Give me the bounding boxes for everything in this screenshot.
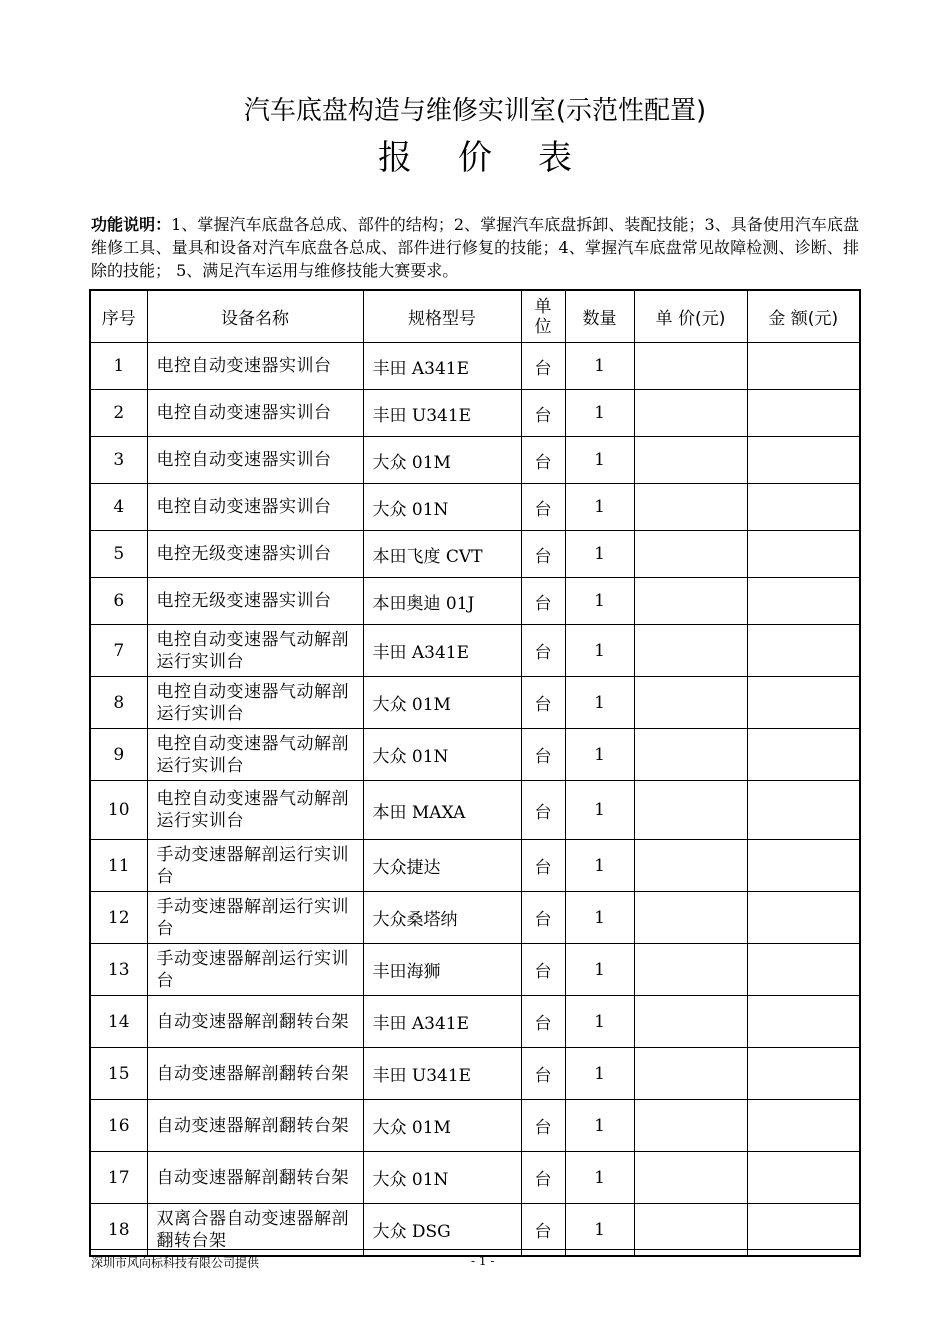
row-unit: 台 (521, 1048, 565, 1100)
row-qty: 1 (565, 625, 634, 677)
row-name: 手动变速器解剖运行实训台 (147, 892, 363, 944)
row-index: 16 (90, 1100, 147, 1152)
row-price (634, 840, 747, 892)
table-row (90, 729, 860, 781)
row-index: 11 (90, 840, 147, 892)
row-qty: 1 (565, 729, 634, 781)
row-qty: 1 (565, 578, 634, 625)
row-amount (747, 1100, 860, 1152)
row-unit: 台 (521, 390, 565, 437)
row-price (634, 944, 747, 996)
row-unit: 台 (521, 625, 565, 677)
table-row (90, 996, 860, 1048)
row-amount (747, 996, 860, 1048)
row-price (634, 578, 747, 625)
header-amount: 金 额(元) (747, 290, 860, 343)
row-price (634, 781, 747, 840)
row-price (634, 996, 747, 1048)
row-unit: 台 (521, 343, 565, 390)
row-price (634, 343, 747, 390)
row-spec: 大众 01M (363, 677, 521, 729)
row-name: 电控自动变速器气动解剖运行实训台 (147, 625, 363, 677)
row-spec: 丰田海狮 (363, 944, 521, 996)
table-row (90, 578, 860, 625)
row-qty: 1 (565, 840, 634, 892)
row-index: 14 (90, 996, 147, 1048)
row-price (634, 531, 747, 578)
row-amount (747, 892, 860, 944)
row-unit: 台 (521, 944, 565, 996)
function-description (91, 213, 859, 282)
row-spec: 丰田 U341E (363, 390, 521, 437)
row-name: 电控自动变速器气动解剖运行实训台 (147, 729, 363, 781)
row-amount (747, 944, 860, 996)
row-index: 18 (90, 1204, 147, 1257)
row-name: 双离合器自动变速器解剖翻转台架 (147, 1204, 363, 1257)
table-header-row (90, 290, 860, 343)
row-index: 9 (90, 729, 147, 781)
row-spec: 丰田 A341E (363, 996, 521, 1048)
row-price (634, 729, 747, 781)
row-qty: 1 (565, 343, 634, 390)
row-qty: 1 (565, 1048, 634, 1100)
row-name: 自动变速器解剖翻转台架 (147, 996, 363, 1048)
row-unit: 台 (521, 1100, 565, 1152)
table-row (90, 390, 860, 437)
row-spec: 大众 01N (363, 1152, 521, 1204)
row-unit: 台 (521, 1204, 565, 1257)
row-amount (747, 390, 860, 437)
row-name: 电控无级变速器实训台 (147, 531, 363, 578)
row-spec: 本田奥迪 01J (363, 578, 521, 625)
row-amount (747, 484, 860, 531)
row-price (634, 437, 747, 484)
table-row (90, 343, 860, 390)
row-name: 自动变速器解剖翻转台架 (147, 1048, 363, 1100)
row-amount (747, 840, 860, 892)
row-index: 12 (90, 892, 147, 944)
row-amount (747, 437, 860, 484)
row-qty: 1 (565, 390, 634, 437)
row-amount (747, 531, 860, 578)
header-price: 单 价(元) (634, 290, 747, 343)
row-unit: 台 (521, 531, 565, 578)
row-amount (747, 343, 860, 390)
row-qty: 1 (565, 677, 634, 729)
row-amount (747, 1048, 860, 1100)
row-price (634, 1100, 747, 1152)
row-name: 电控无级变速器实训台 (147, 578, 363, 625)
row-name: 自动变速器解剖翻转台架 (147, 1100, 363, 1152)
row-spec: 大众 01M (363, 437, 521, 484)
row-spec: 大众 DSG (363, 1204, 521, 1257)
row-name: 电控自动变速器实训台 (147, 437, 363, 484)
row-name: 电控自动变速器实训台 (147, 484, 363, 531)
row-unit: 台 (521, 892, 565, 944)
row-amount (747, 729, 860, 781)
header-name: 设备名称 (147, 290, 363, 343)
row-unit: 台 (521, 484, 565, 531)
row-qty: 1 (565, 944, 634, 996)
table-row (90, 840, 860, 892)
row-index: 2 (90, 390, 147, 437)
row-index: 4 (90, 484, 147, 531)
row-spec: 大众捷达 (363, 840, 521, 892)
row-price (634, 892, 747, 944)
row-amount (747, 625, 860, 677)
header-index: 序号 (90, 290, 147, 343)
row-index: 10 (90, 781, 147, 840)
row-unit: 台 (521, 677, 565, 729)
row-index: 3 (90, 437, 147, 484)
row-index: 13 (90, 944, 147, 996)
row-amount (747, 1152, 860, 1204)
quote-table (89, 289, 861, 1257)
table-row (90, 781, 860, 840)
page-title: 汽车底盘构造与维修实训室(示范性配置) (243, 96, 707, 126)
table-row (90, 677, 860, 729)
description-text: 1、掌握汽车底盘各总成、部件的结构；2、掌握汽车底盘拆卸、装配技能；3、具备使用汽车底盘维修工具、量具和设备对汽车底盘各总成、部件进行修复的技能；4、掌握汽车底盘常见故障检测、诊断、排除的技能； 5、满足汽车运用与维修技能大赛要求。 (91, 215, 859, 280)
footer-page-number: - 1 - (471, 1254, 495, 1268)
row-spec: 大众桑塔纳 (363, 892, 521, 944)
table-row (90, 531, 860, 578)
row-spec: 丰田 A341E (363, 343, 521, 390)
row-index: 6 (90, 578, 147, 625)
row-spec: 大众 01N (363, 729, 521, 781)
row-spec: 本田飞度 CVT (363, 531, 521, 578)
header-unit-text: 单位 (534, 296, 552, 337)
footer-company: 深圳市风向标科技有限公司提供 (91, 1256, 260, 1270)
row-name: 电控自动变速器实训台 (147, 390, 363, 437)
row-name: 自动变速器解剖翻转台架 (147, 1152, 363, 1204)
table-row (90, 892, 860, 944)
row-qty: 1 (565, 1152, 634, 1204)
row-index: 15 (90, 1048, 147, 1100)
row-qty: 1 (565, 996, 634, 1048)
row-qty: 1 (565, 781, 634, 840)
row-name: 电控自动变速器气动解剖运行实训台 (147, 677, 363, 729)
table-row (90, 944, 860, 996)
row-spec: 丰田 U341E (363, 1048, 521, 1100)
row-price (634, 677, 747, 729)
row-qty: 1 (565, 531, 634, 578)
row-unit: 台 (521, 729, 565, 781)
row-amount (747, 578, 860, 625)
row-index: 5 (90, 531, 147, 578)
table-row (90, 484, 860, 531)
row-price (634, 390, 747, 437)
row-unit: 台 (521, 437, 565, 484)
row-price (634, 1152, 747, 1204)
page-footer (91, 1249, 861, 1270)
row-unit: 台 (521, 1152, 565, 1204)
row-name: 电控自动变速器气动解剖运行实训台 (147, 781, 363, 840)
row-unit: 台 (521, 996, 565, 1048)
description-label: 功能说明： (91, 215, 172, 234)
table-row (90, 625, 860, 677)
row-unit: 台 (521, 781, 565, 840)
table-body (90, 343, 860, 1257)
table-row (90, 1048, 860, 1100)
page-subtitle: 报价表 (378, 138, 618, 178)
row-index: 8 (90, 677, 147, 729)
row-qty: 1 (565, 437, 634, 484)
row-index: 7 (90, 625, 147, 677)
row-price (634, 1048, 747, 1100)
row-spec: 大众 01N (363, 484, 521, 531)
row-spec: 本田 MAXA (363, 781, 521, 840)
row-qty: 1 (565, 1100, 634, 1152)
header-qty: 数量 (565, 290, 634, 343)
table-row (90, 437, 860, 484)
row-amount (747, 781, 860, 840)
row-unit: 台 (521, 840, 565, 892)
table-row (90, 1152, 860, 1204)
row-price (634, 625, 747, 677)
row-unit: 台 (521, 578, 565, 625)
header-unit (521, 290, 565, 343)
table-row (90, 1100, 860, 1152)
row-name: 电控自动变速器实训台 (147, 343, 363, 390)
row-index: 17 (90, 1152, 147, 1204)
row-price (634, 484, 747, 531)
row-name: 手动变速器解剖运行实训台 (147, 840, 363, 892)
header-spec: 规格型号 (363, 290, 521, 343)
row-amount (747, 677, 860, 729)
row-qty: 1 (565, 892, 634, 944)
row-index: 1 (90, 343, 147, 390)
row-qty: 1 (565, 484, 634, 531)
row-spec: 大众 01M (363, 1100, 521, 1152)
row-spec: 丰田 A341E (363, 625, 521, 677)
row-name: 手动变速器解剖运行实训台 (147, 944, 363, 996)
row-qty: 1 (565, 1204, 634, 1257)
